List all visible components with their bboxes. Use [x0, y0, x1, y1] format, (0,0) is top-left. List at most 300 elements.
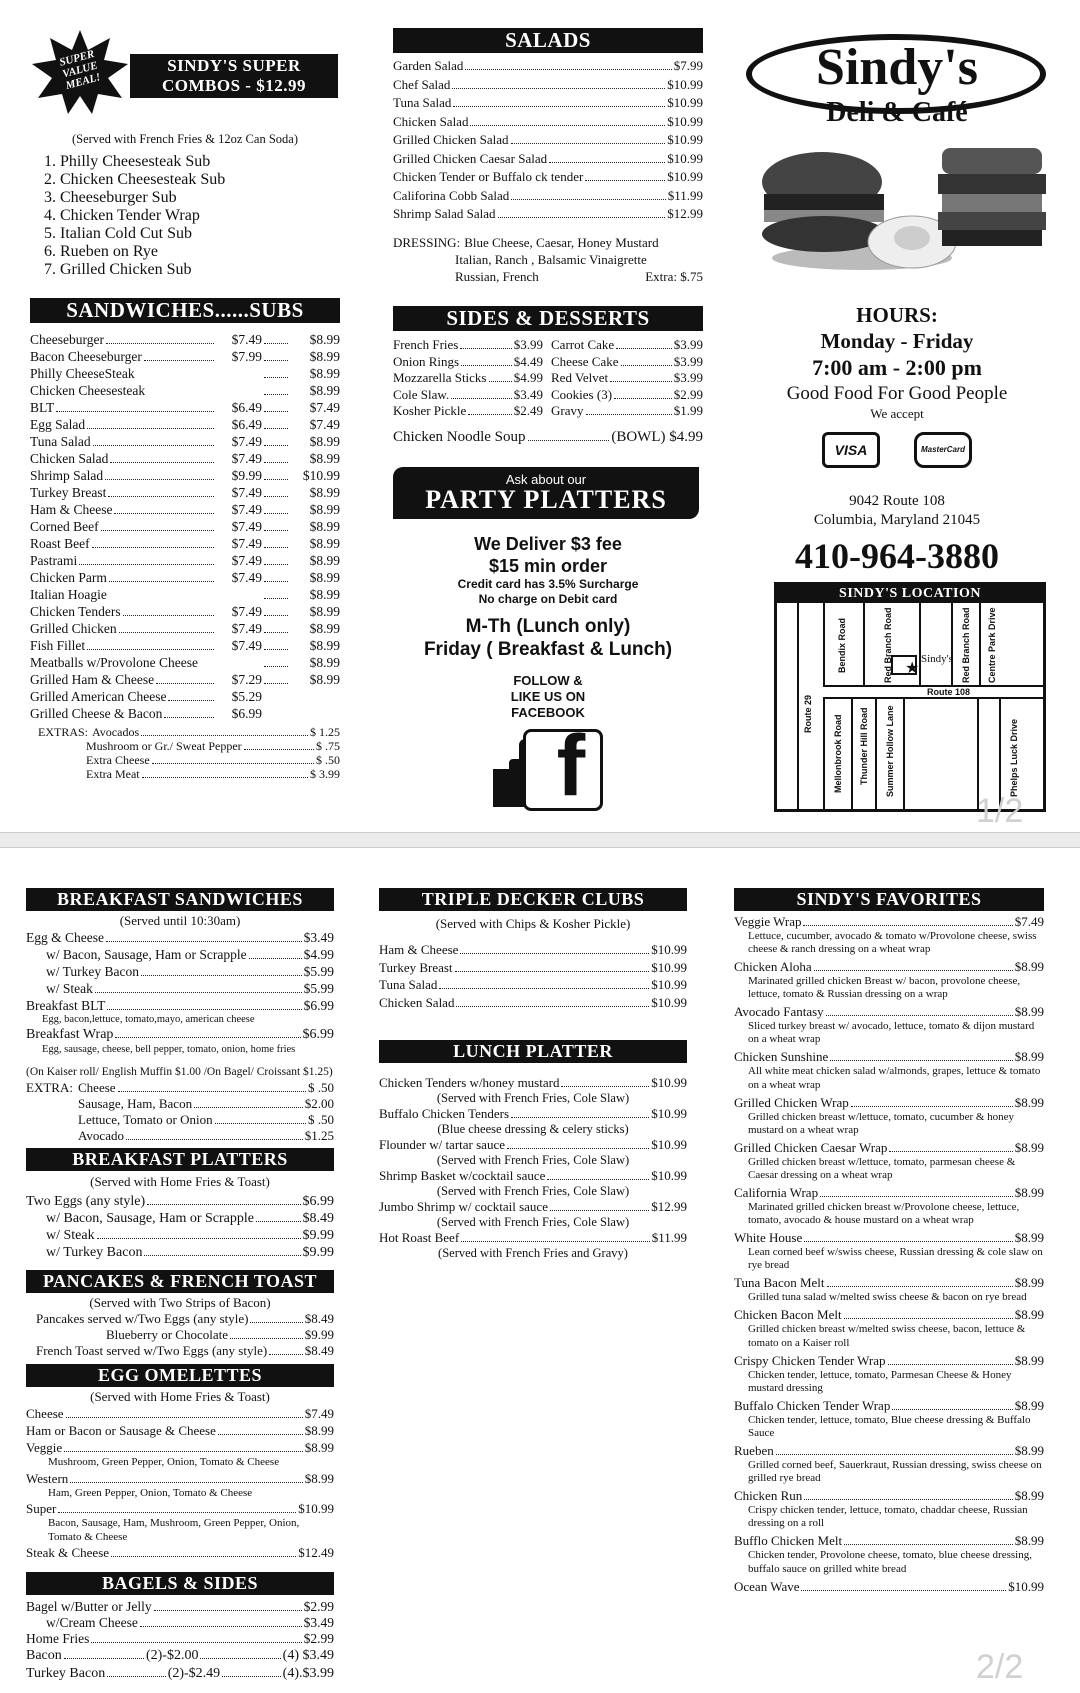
bagel-price: $3.49 — [303, 1615, 334, 1630]
sandwich-row — [30, 501, 340, 518]
breakfast-sandwich-price: $5.99 — [303, 964, 334, 979]
favorite-leader — [801, 1590, 1006, 1591]
lunch-platter-row — [379, 1199, 687, 1215]
sides-title: SIDES & DESSERTS — [393, 306, 703, 331]
sandwich-price-sandwich: $7.49 — [231, 434, 262, 449]
map-road-summer-hollow: Summer Hollow Lane — [885, 705, 895, 797]
favorite-row — [734, 959, 1044, 975]
bacon-row — [26, 1647, 334, 1665]
breakfast-platters-title: BREAKFAST PLATTERS — [26, 1148, 334, 1171]
breakfast-platter-name: w/ Turkey Bacon — [46, 1245, 143, 1260]
club-leader — [439, 988, 649, 989]
pancake-price: $8.49 — [304, 1343, 334, 1358]
favorite-desc: All white meat chicken salad w/almonds, grapes, lettuce & tomato on a wheat wrap — [748, 1065, 1041, 1091]
breakfast-sandwich-name: Egg & Cheese — [26, 930, 104, 945]
favorite-row — [734, 1004, 1044, 1020]
sandwich-price-sub: $8.99 — [309, 332, 340, 347]
sandwich-row — [30, 586, 340, 603]
breakfast-extra-row — [78, 1128, 334, 1144]
breakfast-platter-row — [26, 1244, 334, 1261]
favorite-leader — [820, 1196, 1013, 1197]
favorite-row — [734, 1140, 1044, 1156]
sandwich-extra-row — [30, 726, 340, 740]
pancake-row — [26, 1311, 334, 1327]
sandwich-leader-2 — [264, 496, 288, 497]
salad-leader — [470, 125, 665, 126]
sandwich-price-sub: $8.99 — [309, 570, 340, 585]
favorite-desc: Grilled chicken breast w/lettuce, tomato, cucumber & honey mustard on a wheat wrap — [748, 1110, 1015, 1136]
lunch-platter-name: Chicken Tenders w/honey mustard — [379, 1075, 560, 1090]
breakfast-platter-price: $9.99 — [302, 1228, 334, 1243]
lunch-platter-section — [379, 1040, 687, 1261]
sandwich-price-sandwich: $7.29 — [231, 672, 262, 687]
sandwich-name: BLT — [30, 400, 55, 415]
breakfast-extra-price: $ .50 — [308, 1112, 334, 1127]
pancake-row — [26, 1327, 334, 1343]
omelette-name: Super — [26, 1501, 57, 1516]
bagel-price: $2.99 — [303, 1631, 334, 1646]
breakfast-extra-row — [78, 1080, 334, 1096]
brand-sub: Deli & Café — [826, 97, 968, 128]
side-right-name: Cheese Cake — [551, 353, 619, 369]
sandwiches-title: SANDWICHES......SUBS — [30, 298, 340, 323]
hours-label: HOURS: — [856, 303, 938, 327]
sandwich-extra-name: Extra Meat — [86, 767, 140, 781]
map-title: SINDY'S LOCATION — [777, 585, 1043, 603]
salad-row — [393, 187, 703, 206]
favorite-desc: Chicken tender, lettuce, tomato, Parmesan Cheese & Honey mustard dressing — [748, 1368, 1012, 1394]
sandwich-leader — [119, 632, 214, 633]
sandwich-name: Grilled American Cheese — [30, 689, 167, 704]
breakfast-extra-label: EXTRA: — [26, 1080, 73, 1095]
favorite-desc: Grilled chicken breast w/lettuce, tomato, parmesan cheese & Caesar dressing on a wheat wrap — [748, 1155, 1016, 1182]
hours-section — [742, 302, 1052, 578]
side-left-row — [393, 387, 543, 404]
favorite-price: $8.99 — [1014, 959, 1044, 974]
sandwich-leader-2 — [264, 513, 288, 514]
pancakes-served: (Served with Two Strips of Bacon) — [89, 1295, 271, 1310]
omelette-row — [26, 1544, 334, 1561]
sandwich-price-sandwich: $7.99 — [231, 349, 262, 364]
side-left-name: Mozzarella Sticks — [393, 370, 487, 385]
omelette-row — [26, 1422, 334, 1439]
lunch-platter-row — [379, 1230, 687, 1246]
party-ask: Ask about our — [505, 472, 587, 487]
side-right-row — [551, 370, 703, 387]
salad-leader — [511, 143, 666, 144]
breakfast-platters-list — [26, 1193, 334, 1261]
delivery-surcharge: Credit card has 3.5% Surcharge — [457, 577, 639, 591]
favorite-name: Chicken Bacon Melt — [734, 1307, 842, 1323]
sandwich-leader-2 — [264, 479, 288, 480]
brand-section — [742, 28, 1052, 274]
sandwich-price-sub: $8.99 — [309, 553, 340, 568]
salad-row — [393, 150, 703, 169]
salad-leader — [511, 199, 665, 200]
sandwich-row — [30, 705, 340, 722]
sandwich-price-sandwich: $7.49 — [231, 536, 262, 551]
favorites-list — [734, 914, 1044, 1595]
extras-label: EXTRAS: — [38, 725, 89, 739]
omelette-leader — [218, 1434, 303, 1435]
facebook-line-3: FACEBOOK — [511, 705, 585, 720]
club-row — [379, 941, 687, 959]
map-road-mellonbrook: Mellonbrook Road — [833, 714, 843, 793]
lunch-platter-desc: (Served with French Fries, Cole Slaw) — [436, 1184, 630, 1198]
breakfast-extra-name: Sausage, Ham, Bacon — [78, 1096, 193, 1111]
sandwich-row — [30, 416, 340, 433]
side-left-leader — [489, 381, 512, 382]
sandwich-name: Grilled Ham & Cheese — [30, 672, 155, 687]
favorite-row — [734, 1443, 1044, 1459]
bacon-mid: (2)-$2.00 — [145, 1648, 199, 1663]
favorite-row — [734, 1579, 1044, 1595]
map-road-phelps-luck: Phelps Luck Drive — [1009, 718, 1019, 797]
hours-days: Monday - Friday — [820, 329, 974, 353]
sandwich-price-sandwich: $6.49 — [231, 417, 262, 432]
lunch-platter-name: Flounder w/ tartar sauce — [379, 1137, 505, 1152]
facebook-line-2: LIKE US ON — [510, 689, 586, 704]
sandwich-leader — [79, 564, 214, 565]
combos-list — [30, 153, 340, 279]
sandwich-row — [30, 654, 340, 671]
breakfast-platter-price: $8.49 — [302, 1211, 334, 1226]
sandwich-name: Grilled Cheese & Bacon — [30, 706, 163, 721]
brand-name: Sindy's — [816, 39, 978, 96]
breakfast-wrap-price: $6.99 — [302, 1027, 334, 1042]
lunch-platter-name: Buffalo Chicken Tenders — [379, 1106, 510, 1121]
sandwich-extra-price: $ 1.25 — [310, 725, 340, 739]
side-right-row — [551, 354, 703, 371]
side-right-name: Gravy — [551, 403, 584, 418]
club-name: Chicken Salad — [379, 994, 455, 1010]
side-left-row — [393, 354, 543, 371]
bacon-name: Bacon — [26, 1648, 62, 1663]
sandwich-price-sub: $8.99 — [309, 621, 340, 636]
favorite-name: White House — [734, 1230, 803, 1246]
sandwich-row — [30, 637, 340, 654]
side-left-price: $4.49 — [513, 353, 543, 369]
lunch-platter-desc: (Served with French Fries, Cole Slaw) — [436, 1091, 630, 1105]
sandwich-row — [30, 365, 340, 382]
lunch-platter-leader — [550, 1210, 649, 1211]
omelettes-list — [26, 1405, 334, 1561]
bagels-section — [26, 1572, 334, 1683]
favorite-name: Veggie Wrap — [734, 913, 802, 929]
breakfast-extra-row — [78, 1096, 334, 1112]
side-right-price: $3.99 — [673, 370, 703, 385]
omelettes-served: (Served with Home Fries & Toast) — [90, 1389, 270, 1404]
breakfast-extras — [26, 1080, 334, 1144]
favorite-desc: Grilled corned beef, Sauerkraut, Russian dressing, swiss cheese on grilled rye bread — [748, 1459, 1042, 1485]
lunch-platter-title: LUNCH PLATTER — [379, 1040, 687, 1063]
lunch-platter-list — [379, 1075, 687, 1261]
sandwich-name: Italian Hoagie — [30, 587, 107, 602]
breakfast-sandwich-row — [26, 997, 334, 1014]
omelettes-section — [26, 1364, 334, 1561]
favorite-name: Avocado Fantasy — [734, 1004, 824, 1020]
favorite-name: Bufflo Chicken Melt — [734, 1533, 843, 1549]
sandwich-price-sub: $8.99 — [309, 502, 340, 517]
phone-number[interactable]: 410-964-3880 — [795, 536, 999, 576]
favorite-desc: Chicken tender, Provolone cheese, tomato, blue cheese dressing, buffalo sauce on grilled white bread — [748, 1549, 1032, 1575]
lunch-platter-name: Shrimp Basket w/cocktail sauce — [379, 1168, 546, 1183]
side-right-name: Carrot Cake — [551, 337, 615, 352]
combos-served: (Served with French Fries & 12oz Can Soda) — [71, 132, 298, 146]
sandwich-price-sandwich: $7.49 — [231, 451, 262, 466]
favorite-leader — [804, 1241, 1013, 1242]
sandwich-extra-leader — [141, 735, 308, 736]
salad-price: $10.99 — [667, 95, 703, 110]
sandwich-row — [30, 348, 340, 365]
sandwich-price-sub: $8.99 — [309, 604, 340, 619]
salad-name: Grilled Chicken Salad — [393, 132, 509, 147]
dressing-line-3: Russian, French — [455, 268, 539, 284]
clubs-title: TRIPLE DECKER CLUBS — [379, 888, 687, 911]
favorite-price: $10.99 — [1008, 1578, 1044, 1594]
omelette-name: Cheese — [26, 1406, 64, 1421]
side-right-name: Red Velvet — [551, 370, 609, 385]
super-value-starburst — [30, 28, 130, 114]
clubs-served: (Served with Chips & Kosher Pickle) — [435, 916, 631, 931]
sandwich-price-sandwich: $7.49 — [231, 570, 262, 585]
sandwich-name: Fish Fillet — [30, 638, 86, 653]
facebook-like-icon[interactable] — [493, 718, 603, 814]
sandwich-extra-name: Mushroom or Gr./ Sweat Pepper — [86, 739, 242, 753]
salads-title: SALADS — [393, 28, 703, 53]
breakfast-platter-price: $9.99 — [302, 1245, 334, 1260]
favorite-leader — [814, 970, 1013, 971]
favorite-price: $8.99 — [1014, 1307, 1044, 1323]
pancake-name: French Toast served w/Two Eggs (any style) — [36, 1343, 268, 1358]
delivery-days-1: M-Th (Lunch only) — [465, 616, 631, 637]
sandwich-price-sub: $8.99 — [309, 366, 340, 381]
breakfast-extra-leader — [215, 1123, 306, 1124]
sandwiches-section — [30, 298, 340, 782]
sandwich-price-sub: $8.99 — [309, 519, 340, 534]
breakfast-sandwich-leader — [95, 992, 302, 993]
breakfast-sandwich-leader — [107, 1009, 301, 1010]
pancake-leader — [230, 1338, 303, 1339]
sandwich-leader-2 — [264, 598, 288, 599]
salad-row — [393, 131, 703, 150]
salad-name: Chicken Tender or Buffalo ck tender — [393, 169, 584, 184]
salad-name: Chicken Salad — [393, 113, 469, 129]
club-row — [379, 994, 687, 1012]
delivery-days-2: Friday ( Breakfast & Lunch) — [423, 639, 673, 660]
sandwich-extra-price: $ 3.99 — [310, 767, 340, 781]
sandwich-row — [30, 603, 340, 620]
side-right-price: $3.99 — [673, 337, 703, 352]
clubs-section — [379, 888, 687, 1011]
sandwich-leader — [114, 513, 214, 514]
sandwich-price-sandwich: $7.49 — [231, 332, 262, 347]
side-left-row — [393, 370, 543, 387]
bagel-name: Bagel w/Butter or Jelly — [26, 1599, 152, 1614]
sandwich-row — [30, 467, 340, 484]
favorite-leader — [776, 1454, 1013, 1455]
sandwich-leader — [109, 581, 214, 582]
breakfast-sandwiches-section — [26, 888, 334, 1144]
bagel-price: $2.99 — [303, 1599, 334, 1614]
sandwich-extra-price: $ .75 — [316, 739, 340, 753]
favorite-row — [734, 1488, 1044, 1504]
club-name: Turkey Breast — [379, 959, 453, 975]
combos-title: SINDY'S SUPER COMBOS - $12.99 — [130, 54, 338, 98]
sandwich-leader — [156, 683, 214, 684]
map-road-bendix: Bendix Road — [837, 617, 847, 673]
club-leader — [456, 1006, 649, 1007]
party-title: PARTY PLATTERS — [425, 485, 667, 514]
salad-name: Califorina Cobb Salad — [393, 187, 510, 203]
lunch-platter-leader — [507, 1148, 649, 1149]
side-right-price: $3.99 — [673, 353, 703, 369]
lunch-platter-desc: (Blue cheese dressing & celery sticks) — [437, 1122, 629, 1136]
combos-section — [30, 28, 340, 279]
sandwich-price-sandwich: $7.49 — [231, 502, 262, 517]
favorite-price: $8.99 — [1014, 1185, 1044, 1201]
favorite-row — [734, 1307, 1044, 1323]
favorite-leader — [889, 1151, 1012, 1152]
sandwich-price-sub: $8.99 — [309, 485, 340, 500]
sandwich-name: Chicken Cheesesteak — [30, 383, 146, 398]
lunch-platter-desc: (Served with French Fries, Cole Slaw) — [436, 1215, 630, 1229]
sandwich-leader-2 — [264, 615, 288, 616]
map-star-icon: ★ — [905, 660, 920, 677]
mastercard-icon: MasterCard — [914, 432, 972, 468]
sandwich-leader — [123, 615, 214, 616]
sandwich-price-sandwich: $7.49 — [231, 621, 262, 636]
favorite-name: Rueben — [734, 1443, 774, 1459]
breakfast-extra-price: $2.00 — [304, 1096, 334, 1111]
address-line-1: 9042 Route 108 — [849, 493, 945, 509]
breakfast-extra-price: $ .50 — [308, 1080, 334, 1095]
favorite-row — [734, 1049, 1044, 1065]
side-left-name: Cole Slaw. — [393, 386, 450, 402]
salad-dressing — [393, 234, 703, 285]
sandwich-extra-row — [30, 740, 340, 754]
bagel-row — [26, 1599, 334, 1615]
breakfast-wrap-row — [26, 1026, 334, 1044]
breakfast-wrap-name: Breakfast Wrap — [26, 1027, 114, 1042]
sandwich-row — [30, 433, 340, 450]
sandwich-leader-2 — [264, 411, 288, 412]
map-road-route-29: Route 29 — [803, 694, 813, 733]
sandwich-price-sandwich: $9.99 — [231, 468, 262, 483]
lunch-platter-name: Hot Roast Beef — [379, 1230, 460, 1245]
favorite-leader — [826, 1015, 1013, 1016]
breakfast-sandwich-leader — [249, 958, 302, 959]
sandwich-extra-price: $ .50 — [316, 753, 340, 767]
side-left-price: $3.99 — [513, 337, 543, 352]
sandwich-price-sandwich: $7.49 — [231, 519, 262, 534]
breakfast-extra-name: Lettuce, Tomato or Onion — [78, 1112, 213, 1127]
sandwich-name: Meatballs w/Provolone Cheese — [30, 655, 198, 670]
breakfast-sandwich-name: w/ Steak — [46, 981, 93, 996]
lunch-platter-name: Jumbo Shrimp w/ cocktail sauce — [379, 1199, 548, 1214]
soup-price: (BOWL) $4.99 — [611, 428, 703, 445]
sandwich-price-sandwich: $7.49 — [231, 604, 262, 619]
bagel-leader — [91, 1642, 301, 1643]
lunch-platter-price: $12.99 — [651, 1199, 687, 1214]
lunch-platter-desc: (Served with French Fries and Gravy) — [438, 1246, 628, 1260]
facebook-text — [393, 673, 703, 721]
sandwich-extra-name: Avocados — [92, 725, 140, 739]
side-left-leader — [451, 398, 512, 399]
sandwich-row — [30, 535, 340, 552]
pancake-leader — [269, 1354, 303, 1355]
turkey-bacon-mid: (2)-$2.49 — [167, 1666, 221, 1681]
salad-price: $11.99 — [667, 187, 703, 203]
favorite-name: Grilled Chicken Wrap — [734, 1094, 849, 1110]
clubs-list — [379, 941, 687, 1011]
omelette-leader — [64, 1451, 303, 1452]
breakfast-sandwiches-served: (Served until 10:30am) — [119, 913, 241, 928]
sandwich-price-sub: $7.49 — [309, 400, 340, 415]
omelette-row — [26, 1470, 334, 1487]
favorite-price: $8.99 — [1014, 1397, 1044, 1413]
sandwich-extra-leader — [152, 763, 314, 764]
sandwich-name: Cheeseburger — [30, 332, 104, 347]
favorite-leader — [830, 1060, 1013, 1061]
sandwich-price-sub: $10.99 — [302, 468, 340, 483]
map-road-thunder-hill: Thunder Hill Road — [859, 707, 869, 785]
sandwich-price-sub: $8.99 — [309, 587, 340, 602]
favorite-name: Chicken Aloha — [734, 959, 812, 974]
breakfast-platter-leader — [256, 1221, 301, 1222]
salad-price: $7.99 — [673, 58, 703, 73]
favorite-row — [734, 1398, 1044, 1414]
favorite-leader — [851, 1106, 1013, 1107]
bagel-row — [26, 1631, 334, 1647]
omelette-price: $8.99 — [304, 1440, 334, 1455]
omelette-leader — [111, 1556, 296, 1557]
sandwich-leader-2 — [264, 360, 288, 361]
omelette-name: Ham or Bacon or Sausage & Cheese — [26, 1423, 216, 1438]
sandwich-leader — [87, 649, 214, 650]
favorite-desc: Chicken tender, lettuce, tomato, Blue cheese dressing & Buffalo Sauce — [748, 1413, 1031, 1440]
map-road-centre-park: Centre Park Drive — [987, 607, 997, 683]
sandwich-photo — [742, 134, 1052, 274]
breakfast-extra-name: Cheese — [78, 1080, 116, 1095]
pancake-row — [26, 1343, 334, 1359]
sandwich-row — [30, 331, 340, 348]
club-name: Tuna Salad — [379, 977, 438, 992]
sandwich-extra-name: Extra Cheese — [86, 753, 150, 767]
sandwich-row — [30, 484, 340, 501]
sandwich-price-sandwich: $7.49 — [231, 485, 262, 500]
turkey-bacon-name: Turkey Bacon — [26, 1666, 106, 1681]
salad-name: Garden Salad — [393, 58, 464, 73]
club-name: Ham & Cheese — [379, 942, 459, 957]
salad-row — [393, 57, 703, 76]
sandwich-leader — [106, 343, 214, 344]
delivery-min: $15 min order — [488, 556, 608, 576]
omelette-row — [26, 1439, 334, 1456]
salad-row — [393, 168, 703, 187]
side-left-price: $3.49 — [513, 386, 543, 402]
salad-row — [393, 94, 703, 113]
sandwich-leader — [101, 530, 214, 531]
sandwich-name: Bacon Cheeseburger — [30, 349, 142, 364]
favorites-section — [734, 888, 1044, 1595]
favorite-desc: Marinated grilled chicken Breast w/ bacon, provolone cheese, lettuce, tomato & Russian dressing on a wrap — [748, 975, 1021, 1001]
dressing-label: DRESSING: — [393, 234, 461, 250]
club-row — [379, 976, 687, 994]
delivery-info — [393, 533, 703, 814]
sandwich-name: Shrimp Salad — [30, 468, 104, 483]
sandwich-extra-row — [30, 768, 340, 782]
